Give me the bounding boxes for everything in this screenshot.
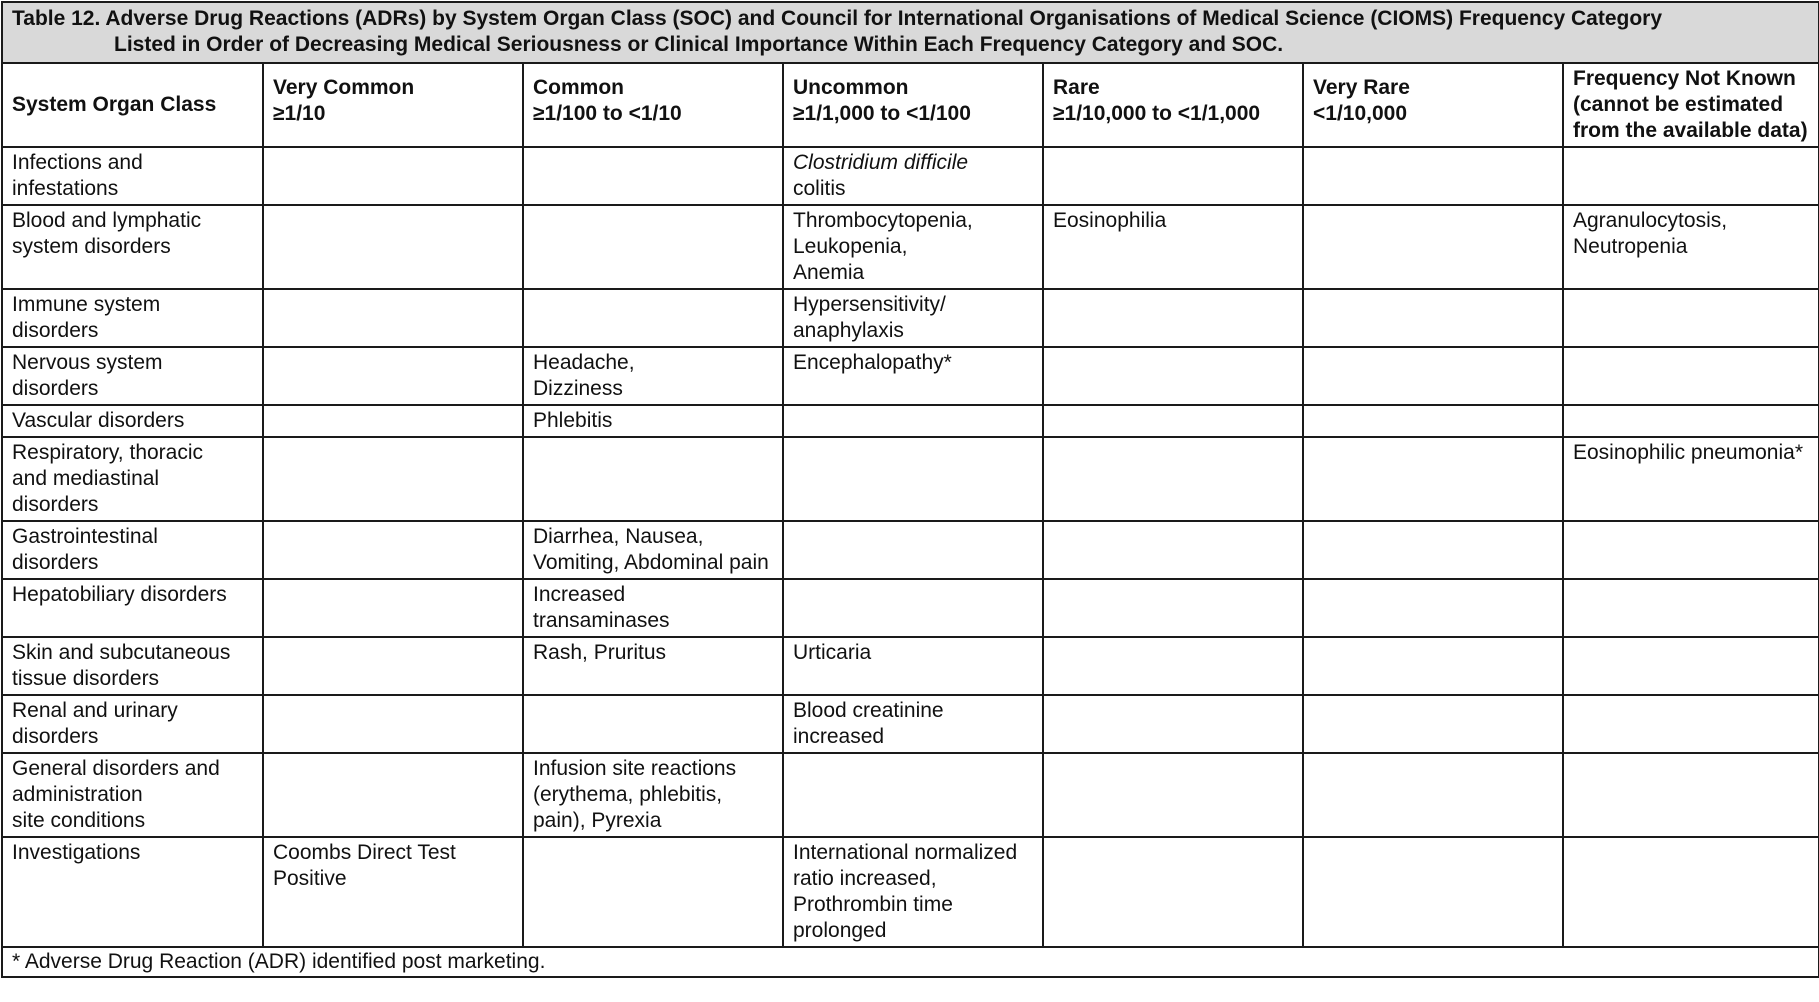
cell-text-line: Dizziness xyxy=(533,377,623,400)
cell-very-common xyxy=(263,837,523,947)
adr-table xyxy=(1,1,1819,978)
cell-text-line: Vomiting, Abdominal pain xyxy=(533,551,769,574)
table-row xyxy=(2,521,1819,579)
column-header-row xyxy=(2,63,1819,147)
cell-common xyxy=(523,347,783,405)
table-caption-line1: Table 12. Adverse Drug Reactions (ADRs) by System Organ Class (SOC) and Council for International Organisations of Medical Science (CIOMS) Frequency Category xyxy=(12,7,1663,30)
cell-text-line: Blood and lymphatic xyxy=(12,209,202,232)
table-caption-line2: Listed in Order of Decreasing Medical Seriousness or Clinical Importance Within Each Frequency Category and SOC. xyxy=(114,33,1284,56)
cell-text-line: Rash, Pruritus xyxy=(533,641,667,664)
column-header-name: Rare xyxy=(1053,76,1100,99)
cell-very-rare xyxy=(1303,437,1563,521)
cell-text-line: Headache, xyxy=(533,351,635,374)
cell-very-rare xyxy=(1303,579,1563,637)
cell-rare xyxy=(1043,579,1303,637)
cell-rare xyxy=(1043,437,1303,521)
cell-very-rare xyxy=(1303,405,1563,437)
cell-very-rare xyxy=(1303,347,1563,405)
cell-text-line: Increased xyxy=(533,583,626,606)
table-body xyxy=(2,147,1819,947)
cell-text-line: Leukopenia, xyxy=(793,235,908,258)
cell-text-line: and mediastinal xyxy=(12,467,160,490)
cell-text-line: Agranulocytosis, xyxy=(1573,209,1728,232)
cell-text-line: system disorders xyxy=(12,235,171,258)
cell-frequency-not-known xyxy=(1563,347,1819,405)
cell-very-rare xyxy=(1303,695,1563,753)
cell-uncommon xyxy=(783,289,1043,347)
cell-text-line: Vascular disorders xyxy=(12,409,185,432)
cell-system-organ-class xyxy=(2,147,263,205)
cell-text-line: infestations xyxy=(12,177,119,200)
cell-very-common xyxy=(263,753,523,837)
cell-text-line: Blood creatinine xyxy=(793,699,944,722)
cell-text-line: Renal and urinary xyxy=(12,699,178,722)
cell-rare xyxy=(1043,753,1303,837)
cell-system-organ-class xyxy=(2,205,263,289)
column-header-name: Very Common xyxy=(273,76,415,99)
column-header-very-rare xyxy=(1303,63,1563,147)
cell-system-organ-class xyxy=(2,579,263,637)
cell-rare xyxy=(1043,147,1303,205)
cell-text-line: colitis xyxy=(793,177,846,200)
cell-very-common xyxy=(263,289,523,347)
cell-common xyxy=(523,637,783,695)
cell-uncommon xyxy=(783,437,1043,521)
cell-text-line: Infections and xyxy=(12,151,143,174)
cell-very-rare xyxy=(1303,521,1563,579)
cell-very-rare xyxy=(1303,753,1563,837)
cell-very-rare xyxy=(1303,637,1563,695)
cell-uncommon xyxy=(783,695,1043,753)
column-header-very-common xyxy=(263,63,523,147)
cell-text-line: Encephalopathy* xyxy=(793,351,952,374)
cell-text-line: disorders xyxy=(12,377,99,400)
cell-common xyxy=(523,753,783,837)
cell-text-line: International normalized xyxy=(793,841,1018,864)
cell-common xyxy=(523,205,783,289)
column-header-rare xyxy=(1043,63,1303,147)
cell-text-line: Phlebitis xyxy=(533,409,613,432)
cell-text-line: tissue disorders xyxy=(12,667,160,690)
cell-common xyxy=(523,579,783,637)
table-row xyxy=(2,837,1819,947)
cell-system-organ-class xyxy=(2,405,263,437)
cell-text-line: Eosinophilia xyxy=(1053,209,1167,232)
table-row xyxy=(2,695,1819,753)
cell-rare xyxy=(1043,695,1303,753)
cell-common xyxy=(523,405,783,437)
column-header-range: ≥1/100 to <1/10 xyxy=(533,102,682,125)
cell-uncommon xyxy=(783,521,1043,579)
cell-text-line: ratio increased, xyxy=(793,867,937,890)
cell-text-line: Anemia xyxy=(793,261,865,284)
cell-text-line: disorders xyxy=(12,551,99,574)
cell-text-line: Neutropenia xyxy=(1573,235,1688,258)
cell-uncommon xyxy=(783,147,1043,205)
table-row xyxy=(2,753,1819,837)
cell-very-common xyxy=(263,521,523,579)
cell-text-line: pain), Pyrexia xyxy=(533,809,662,832)
cell-very-rare xyxy=(1303,147,1563,205)
cell-frequency-not-known xyxy=(1563,437,1819,521)
cell-very-rare xyxy=(1303,205,1563,289)
cell-text-line: Hepatobiliary disorders xyxy=(12,583,227,606)
table-row xyxy=(2,205,1819,289)
cell-very-common xyxy=(263,347,523,405)
column-header-name: Frequency Not Known xyxy=(1573,67,1796,90)
cell-very-common xyxy=(263,695,523,753)
cell-text-line: Urticaria xyxy=(793,641,872,664)
cell-uncommon xyxy=(783,347,1043,405)
cell-text-line: disorders xyxy=(12,725,99,748)
column-header-range: <1/10,000 xyxy=(1313,102,1408,125)
cell-very-common xyxy=(263,205,523,289)
cell-system-organ-class xyxy=(2,347,263,405)
cell-text-line: Prothrombin time xyxy=(793,893,953,916)
cell-text-line: transaminases xyxy=(533,609,670,632)
column-header-name: Common xyxy=(533,76,624,99)
cell-frequency-not-known xyxy=(1563,695,1819,753)
cell-system-organ-class xyxy=(2,753,263,837)
cell-system-organ-class xyxy=(2,437,263,521)
cell-common xyxy=(523,147,783,205)
cell-common xyxy=(523,521,783,579)
cell-text-line: Respiratory, thoracic xyxy=(12,441,204,464)
cell-text-line: increased xyxy=(793,725,885,748)
cell-frequency-not-known xyxy=(1563,837,1819,947)
cell-text-line: Eosinophilic pneumonia* xyxy=(1573,441,1803,464)
cell-text-line: disorders xyxy=(12,319,99,342)
cell-rare xyxy=(1043,521,1303,579)
table-row xyxy=(2,405,1819,437)
column-header-common xyxy=(523,63,783,147)
table-footnote: * Adverse Drug Reaction (ADR) identified post marketing. xyxy=(2,947,1819,977)
cell-very-common xyxy=(263,437,523,521)
cell-very-common xyxy=(263,405,523,437)
cell-text-line: General disorders and xyxy=(12,757,220,780)
cell-frequency-not-known xyxy=(1563,753,1819,837)
cell-rare xyxy=(1043,405,1303,437)
cell-text-line: Nervous system xyxy=(12,351,163,374)
cell-frequency-not-known xyxy=(1563,521,1819,579)
cell-text-line: Gastrointestinal xyxy=(12,525,158,548)
cell-uncommon xyxy=(783,837,1043,947)
cell-system-organ-class xyxy=(2,289,263,347)
cell-text-line: Infusion site reactions xyxy=(533,757,737,780)
cell-text-line: prolonged xyxy=(793,919,887,942)
column-header-uncommon xyxy=(783,63,1043,147)
cell-text-line: site conditions xyxy=(12,809,146,832)
cell-very-rare xyxy=(1303,837,1563,947)
cell-common xyxy=(523,437,783,521)
table-caption xyxy=(2,2,1819,63)
column-header-name: Very Rare xyxy=(1313,76,1410,99)
cell-rare xyxy=(1043,205,1303,289)
cell-system-organ-class xyxy=(2,637,263,695)
cell-text-line: administration xyxy=(12,783,143,806)
cell-text-line: Skin and subcutaneous xyxy=(12,641,231,664)
cell-system-organ-class xyxy=(2,837,263,947)
cell-text-line: Diarrhea, Nausea, xyxy=(533,525,704,548)
cell-very-common xyxy=(263,579,523,637)
column-header-frequency-not-known xyxy=(1563,63,1819,147)
cell-system-organ-class xyxy=(2,695,263,753)
table-row xyxy=(2,347,1819,405)
cell-text-line: Hypersensitivity/ xyxy=(793,293,946,316)
column-header-range: (cannot be estimated from the available data) xyxy=(1573,93,1808,142)
cell-common xyxy=(523,837,783,947)
cell-text-line: Positive xyxy=(273,867,347,890)
table-row xyxy=(2,289,1819,347)
table-row xyxy=(2,579,1819,637)
cell-text-line: Clostridium difficile xyxy=(793,151,969,174)
cell-frequency-not-known xyxy=(1563,579,1819,637)
cell-frequency-not-known xyxy=(1563,205,1819,289)
table-row xyxy=(2,637,1819,695)
column-header-range: ≥1/10 xyxy=(273,102,326,125)
cell-very-rare xyxy=(1303,289,1563,347)
cell-rare xyxy=(1043,289,1303,347)
cell-uncommon xyxy=(783,753,1043,837)
cell-uncommon xyxy=(783,205,1043,289)
cell-text-line: (erythema, phlebitis, xyxy=(533,783,723,806)
cell-text-line: Coombs Direct Test xyxy=(273,841,456,864)
cell-text-line: anaphylaxis xyxy=(793,319,904,342)
cell-frequency-not-known xyxy=(1563,405,1819,437)
column-header-range: ≥1/1,000 to <1/100 xyxy=(793,102,971,125)
table-row xyxy=(2,147,1819,205)
table-row xyxy=(2,437,1819,521)
cell-text-line: Thrombocytopenia, xyxy=(793,209,973,232)
cell-rare xyxy=(1043,347,1303,405)
cell-system-organ-class xyxy=(2,521,263,579)
cell-very-common xyxy=(263,637,523,695)
cell-uncommon xyxy=(783,637,1043,695)
cell-text-line: Immune system xyxy=(12,293,161,316)
cell-text-line: Investigations xyxy=(12,841,141,864)
cell-uncommon xyxy=(783,579,1043,637)
cell-rare xyxy=(1043,637,1303,695)
cell-common xyxy=(523,289,783,347)
cell-frequency-not-known xyxy=(1563,289,1819,347)
cell-uncommon xyxy=(783,405,1043,437)
column-header-range: ≥1/10,000 to <1/1,000 xyxy=(1053,102,1261,125)
cell-frequency-not-known xyxy=(1563,147,1819,205)
cell-text-line: disorders xyxy=(12,493,99,516)
cell-common xyxy=(523,695,783,753)
cell-very-common xyxy=(263,147,523,205)
column-header-name: Uncommon xyxy=(793,76,909,99)
cell-rare xyxy=(1043,837,1303,947)
column-header-soc: System Organ Class xyxy=(2,63,263,147)
cell-frequency-not-known xyxy=(1563,637,1819,695)
